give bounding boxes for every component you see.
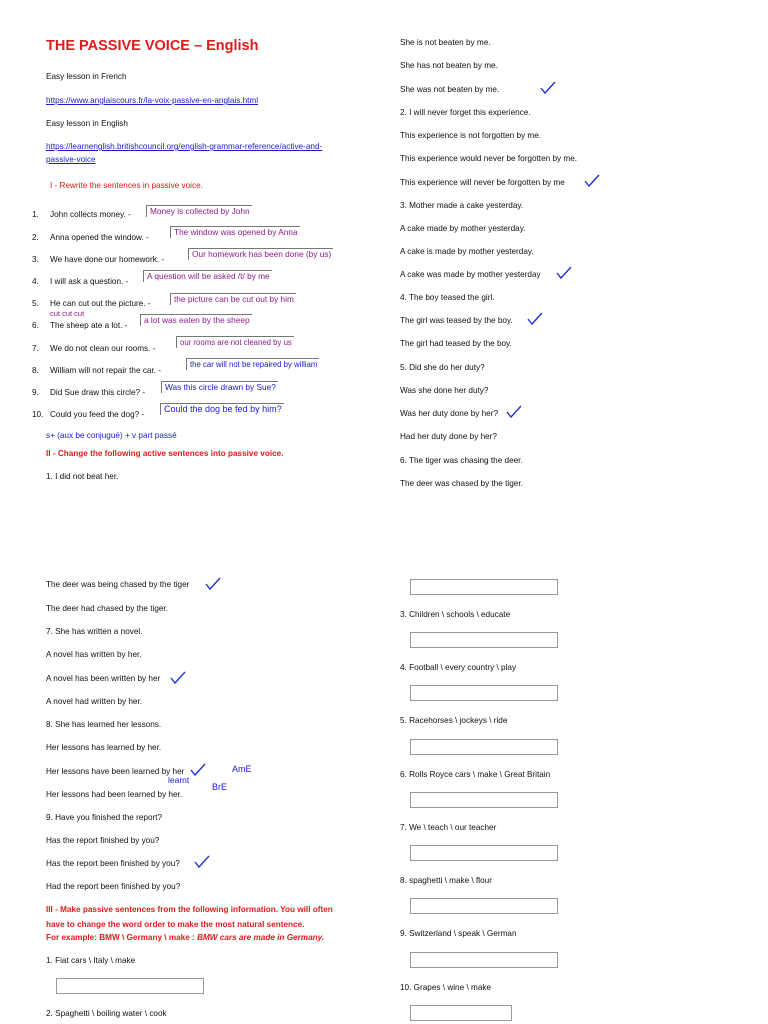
answer-field[interactable]: a lot was eaten by the sheep [140,314,252,326]
exercise-item: 3. We have done our homework. - [32,255,165,264]
option-line: This experience will never be forgotten by me [400,178,565,187]
option-line: A novel had written by her. [46,697,143,706]
french-lesson-link[interactable]: https://www.anglaiscours.fr/la-voix-passive-en-anglais.html [46,96,259,105]
answer-field[interactable]: Our homework has been done (by us) [188,248,333,260]
exercise-item: 4. I will ask a question. - [32,277,129,286]
exercise-item: 7. We do not clean our rooms. - [32,344,156,353]
page-title: THE PASSIVE VOICE – English [46,38,259,54]
option-line: She has not beaten by me. [400,61,498,70]
option-line: Had her duty done by her? [400,432,497,441]
option-line: The deer had chased by the tiger. [46,604,168,613]
cut-note: cut cut cut [50,309,85,318]
english-lesson-link-line1[interactable]: https://learnenglish.britishcouncil.org/english-grammar-reference/active-and- [46,142,323,151]
exercise-prompt: 1. Fiat cars \ Italy \ make [46,956,136,965]
answer-field[interactable]: our rooms are not cleaned by us [176,336,294,348]
checkmark-icon [506,405,522,419]
option-line: The deer was chased by the tiger. [400,479,523,488]
exercise-item: 5. He can cut out the picture. - [32,299,151,308]
checkmark-icon [170,671,186,685]
exercise-question: 2. I will never forget this experience. [400,108,531,117]
exercise-item: 1. John collects money. - [32,210,131,219]
exercise-item: 8. William will not repair the car. - [32,366,162,375]
ame-note: AmE [232,764,252,774]
exercise-prompt: 5. Racehorses \ jockeys \ ride [400,716,508,725]
option-line: The girl was teased by the boy. [400,316,513,325]
option-line: This experience would never be forgotten by me. [400,154,578,163]
exercise-question: 8. She has learned her lessons. [46,720,162,729]
option-line: The deer was being chased by the tiger [46,580,190,589]
exercise-question: 3. Mother made a cake yesterday. [400,201,524,210]
answer-input[interactable] [410,898,558,914]
answer-input[interactable] [410,792,558,808]
answer-input[interactable] [410,632,558,648]
section3-example: For example: BMW \ Germany \ make : BMW cars are made in Germany. [46,933,325,942]
answer-field[interactable]: the car will not be repaired by william [186,358,319,370]
section3-heading-line1: III - Make passive sentences from the following information. You will often [46,905,333,914]
answer-input[interactable] [410,685,558,701]
option-line: Her lessons have been learned by her [46,767,185,776]
exercise-prompt: 2. Spaghetti \ boiling water \ cook [46,1009,167,1018]
exercise-prompt: 8. spaghetti \ make \ flour [400,876,492,885]
option-line: Has the report been finished by you? [46,859,180,868]
section1-heading: I - Rewrite the sentences in passive voice. [50,181,203,190]
checkmark-icon [584,174,600,188]
option-line: Had the report been finished by you? [46,882,181,891]
option-line: A cake made by mother yesterday. [400,224,526,233]
option-line: Was her duty done by her? [400,409,499,418]
option-line: A novel has written by her. [46,650,142,659]
exercise-question: 1. I did not beat her. [46,472,119,481]
checkmark-icon [556,266,572,280]
answer-field[interactable]: Could the dog be fed by him? [160,403,284,415]
option-line: She was not beaten by me. [400,85,500,94]
option-line: Her lessons had been learned by her. [46,790,183,799]
exercise-question: 7. She has written a novel. [46,627,143,636]
exercise-question: 6. The tiger was chasing the deer. [400,456,523,465]
english-lesson-link-line2[interactable]: passive-voice [46,155,96,164]
option-line: Was she done her duty? [400,386,489,395]
option-line: The girl had teased by the boy. [400,339,512,348]
option-line: A novel has been written by her [46,674,161,683]
english-lesson-label: Easy lesson in English [46,119,128,128]
exercise-prompt: 10. Grapes \ wine \ make [400,983,492,992]
answer-field[interactable]: Was this circle drawn by Sue? [161,381,278,393]
answer-field[interactable]: the picture can be cut out by him [170,293,296,305]
answer-input[interactable] [410,845,558,861]
answer-field[interactable]: A question will be asked /t/ by me [143,270,272,282]
answer-input[interactable] [410,739,558,755]
option-line: She is not beaten by me. [400,38,491,47]
option-line: Her lessons has learned by her. [46,743,162,752]
checkmark-icon [205,577,221,591]
exercise-question: 4. The boy teased the girl. [400,293,495,302]
answer-field[interactable]: The window was opened by Anna [170,226,300,238]
exercise-prompt: 3. Children \ schools \ educate [400,610,511,619]
checkmark-icon [194,855,210,869]
exercise-prompt: 7. We \ teach \ our teacher [400,823,497,832]
french-lesson-label: Easy lesson in French [46,72,127,81]
checkmark-icon [527,312,543,326]
answer-input[interactable] [410,952,558,968]
answer-input[interactable] [410,1005,512,1021]
answer-input[interactable] [410,579,558,595]
checkmark-icon [540,81,556,95]
exercise-item: 10. Could you feed the dog? - [32,410,145,419]
option-line: This experience is not forgotten by me. [400,131,542,140]
bre-note: BrE [212,782,228,792]
exercise-item: 6. The sheep ate a lot. - [32,321,128,330]
option-line: A cake was made by mother yesterday [400,270,541,279]
exercise-item: 2. Anna opened the window. - [32,233,149,242]
exercise-question: 9. Have you finished the report? [46,813,163,822]
answer-field[interactable]: Money is collected by John [146,205,252,217]
exercise-item: 9. Did Sue draw this circle? - [32,388,146,397]
checkmark-icon [190,763,206,777]
option-line: Has the report finished by you? [46,836,160,845]
formula-note: s+ (aux be conjugué) + v part passé [46,431,177,440]
option-line: A cake is made by mother yesterday. [400,247,534,256]
exercise-prompt: 4. Football \ every country \ play [400,663,517,672]
learnt-note: learnt [168,775,190,785]
exercise-prompt: 9. Switzerland \ speak \ German [400,929,517,938]
section2-heading: II - Change the following active sentences into passive voice. [46,449,284,458]
exercise-prompt: 6. Rolls Royce cars \ make \ Great Britain [400,770,551,779]
exercise-question: 5. Did she do her duty? [400,363,485,372]
section3-heading-line2: have to change the word order to make the most natural sentence. [46,920,305,929]
answer-input[interactable] [56,978,204,994]
